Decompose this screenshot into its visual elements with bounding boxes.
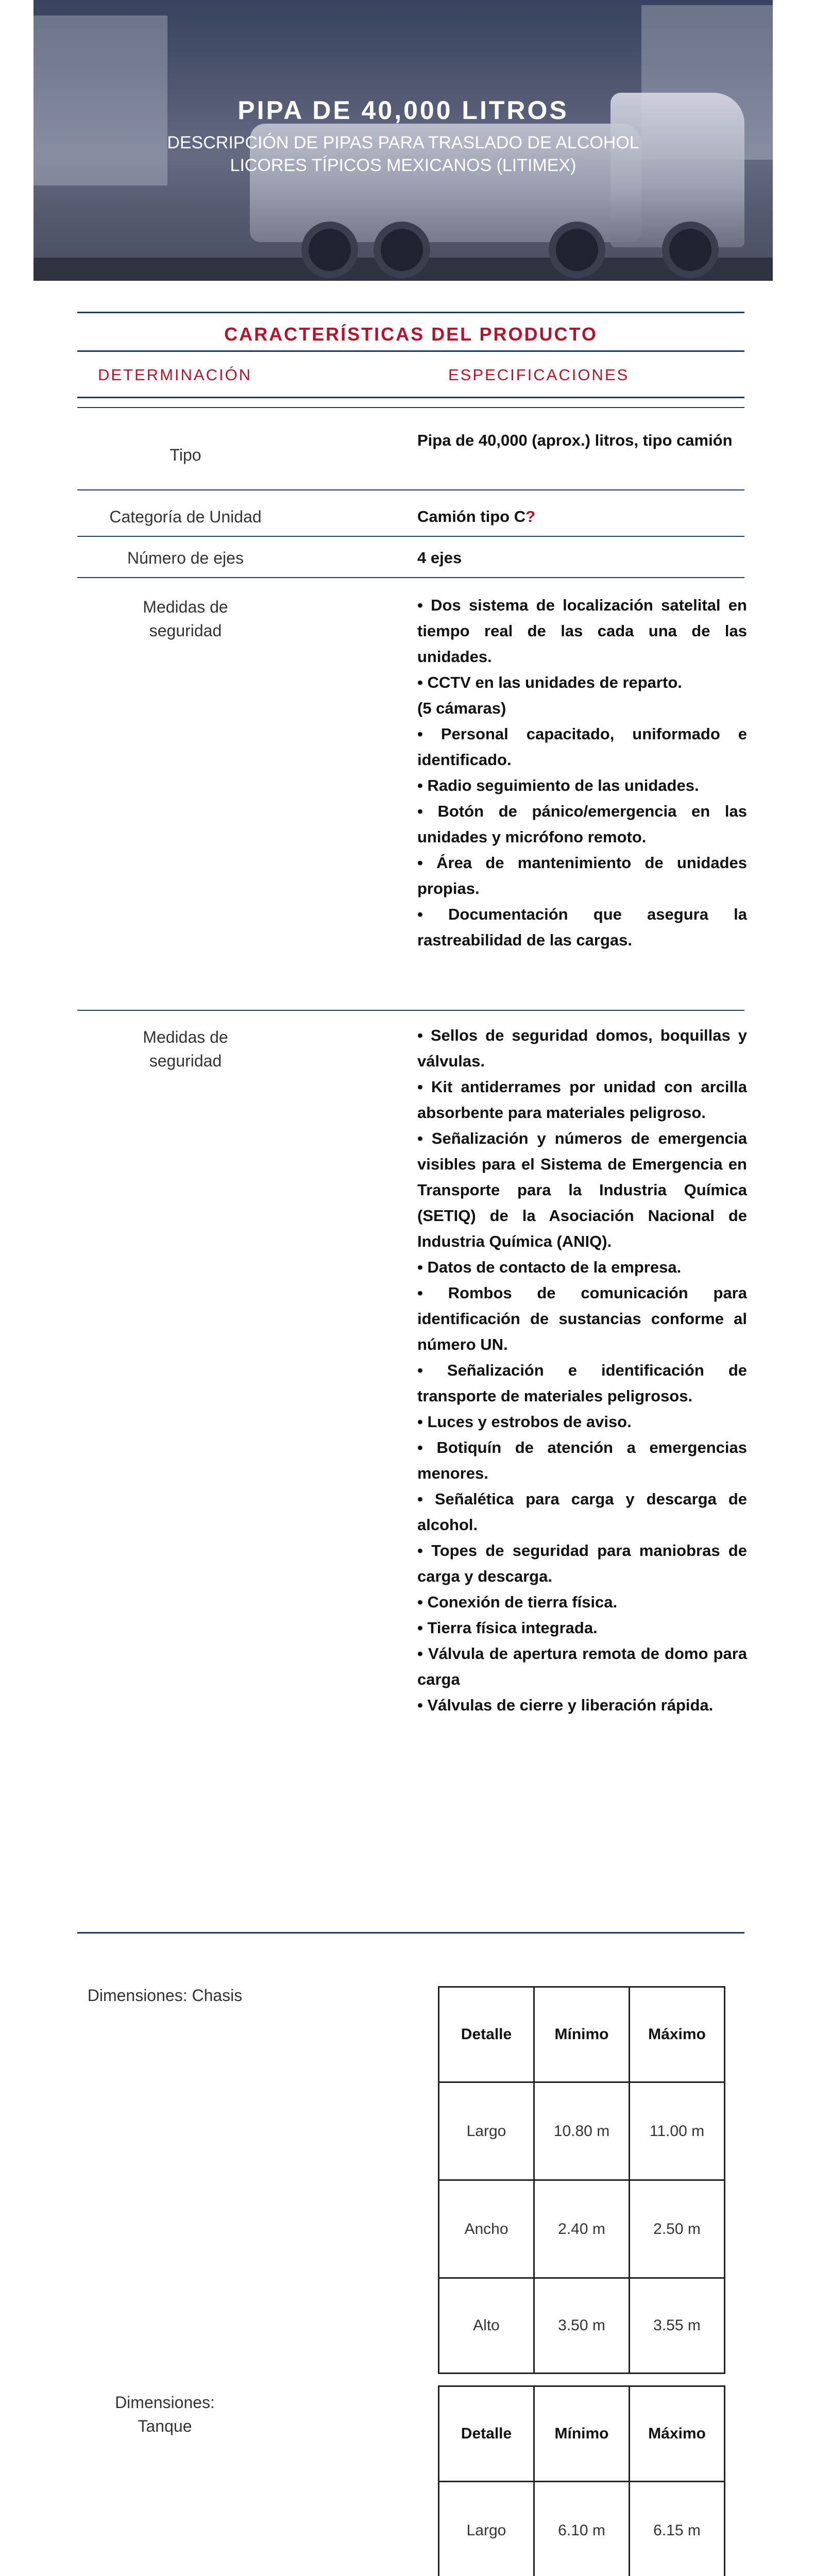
list-item: • Sellos de seguridad domos, boquillas y válvulas.: [417, 1026, 747, 1070]
row-value-categoria: [417, 504, 747, 530]
divider: [77, 350, 744, 352]
label-line: Tanque: [138, 2417, 192, 2435]
label-line: seguridad: [149, 621, 222, 640]
table-cell: Ancho: [439, 2180, 534, 2278]
truck-wheel: [374, 222, 430, 278]
truck-wheel: [301, 222, 358, 278]
table-cell: 10.80 m: [534, 2082, 630, 2180]
divider: [77, 1010, 744, 1011]
table-header: Detalle: [439, 2386, 534, 2482]
row-value-medidas: [417, 1023, 747, 1718]
list-item: • Botón de pánico/emergencia en las unidades y micrófono remoto.: [417, 802, 747, 846]
categoria-text: Camión tipo C: [417, 507, 526, 526]
divider: [77, 312, 744, 313]
categoria-mark: ?: [525, 507, 536, 526]
table-header: Detalle: [439, 1987, 534, 2082]
list-item: • Válvula de apertura remota de domo para carga: [417, 1645, 747, 1688]
column-header-determination: DETERMINACIÓN: [98, 366, 252, 384]
list-item: • Radio seguimiento de las unidades.: [417, 776, 699, 794]
row-label-medidas: [77, 1025, 294, 1073]
table-cell: 6.10 m: [534, 2482, 630, 2576]
column-header-specifications: ESPECIFICACIONES: [448, 366, 630, 384]
table-cell: 3.50 m: [534, 2278, 630, 2374]
row-label-tipo: Tipo: [169, 446, 201, 464]
table-header: Máximo: [630, 1987, 725, 2082]
table-cell: 11.00 m: [630, 2082, 725, 2180]
dimensions-chasis-label: Dimensiones: Chasis: [87, 1986, 243, 2005]
list-item: • Señalización y números de emergencia visibles para el Sistema de Emergencia en Transporte para la Industria Química (SETIQ) de la Asociación Nacional de Industria Química (ANIQ).: [417, 1129, 747, 1250]
page-subtitle: [33, 131, 773, 177]
list-item: • Kit antiderrames por unidad con arcilla absorbente para materiales peligroso.: [417, 1078, 747, 1122]
row-value-medidas: [417, 592, 747, 953]
table-cell: Largo: [439, 2482, 534, 2576]
row-label-categoria: Categoría de Unidad: [109, 507, 262, 526]
list-item: • Documentación que asegura la rastreabilidad de las cargas.: [417, 905, 747, 949]
label-line: Medidas de: [143, 598, 228, 616]
list-item: • Topes de seguridad para maniobras de carga y descarga.: [417, 1541, 747, 1585]
row-label-medidas: [77, 595, 294, 642]
hero-banner: [33, 0, 773, 281]
list-item: • Tierra física integrada.: [417, 1619, 598, 1637]
table-cell: Alto: [439, 2278, 534, 2374]
row-value-ejes: 4 ejes: [417, 549, 462, 567]
truck-wheel: [662, 222, 719, 278]
row-value-tipo: Pipa de 40,000 (aprox.) litros, tipo camión: [417, 431, 733, 449]
tanque-dimensions-table: [438, 2385, 725, 2576]
dimensions-tanque-label: [77, 2391, 252, 2438]
list-item: • Señalización e identificación de transporte de materiales peligrosos.: [417, 1361, 747, 1405]
subtitle-line: DESCRIPCIÓN DE PIPAS PARA TRASLADO DE ALCOHOL: [167, 133, 639, 152]
truck-wheel: [549, 222, 605, 278]
divider: [77, 536, 744, 537]
list-item: • Área de mantenimiento de unidades propias.: [417, 854, 747, 897]
table-header: Mínimo: [534, 2386, 630, 2482]
list-item: • Conexión de tierra física.: [417, 1593, 618, 1611]
label-line: seguridad: [149, 1052, 222, 1070]
table-cell: 6.15 m: [630, 2482, 725, 2576]
page-title: PIPA DE 40,000 LITROS: [238, 96, 569, 125]
section-title: CARACTERÍSTICAS DEL PRODUCTO: [224, 324, 598, 345]
table-cell: 2.40 m: [534, 2180, 630, 2278]
divider: [77, 577, 744, 578]
table-cell: 3.55 m: [630, 2278, 725, 2374]
list-item: • Dos sistema de localización satelital en tiempo real de las cada una de las unidades.: [417, 596, 747, 666]
subtitle-line: LICORES TÍPICOS MEXICANOS (LITIMEX): [230, 156, 576, 175]
table-cell: Largo: [439, 2082, 534, 2180]
divider: [77, 1932, 744, 1934]
list-item: • Señalética para carga y descarga de alcohol.: [417, 1490, 747, 1534]
list-item: • Luces y estrobos de aviso.: [417, 1413, 632, 1431]
label-line: Medidas de: [143, 1028, 228, 1046]
list-item: • Rombos de comunicación para identificación de sustancias conforme al número UN.: [417, 1284, 747, 1353]
row-label-ejes: Número de ejes: [127, 549, 244, 567]
list-item: • CCTV en las unidades de reparto.: [417, 673, 682, 691]
list-item: • Botiquín de atención a emergencias menores.: [417, 1438, 747, 1482]
list-item: • Datos de contacto de la empresa.: [417, 1258, 682, 1276]
table-cell: 2.50 m: [630, 2180, 725, 2278]
list-item: (5 cámaras): [417, 699, 506, 717]
table-header: Máximo: [630, 2386, 725, 2482]
divider: [77, 397, 744, 398]
list-item: • Válvulas de cierre y liberación rápida.: [417, 1696, 714, 1714]
chasis-dimensions-table: [438, 1986, 725, 2374]
label-line: Dimensiones:: [115, 2393, 215, 2412]
divider: [77, 489, 744, 490]
list-item: • Personal capacitado, uniformado e identificado.: [417, 725, 747, 769]
divider: [77, 407, 744, 408]
table-header: Mínimo: [534, 1987, 630, 2082]
